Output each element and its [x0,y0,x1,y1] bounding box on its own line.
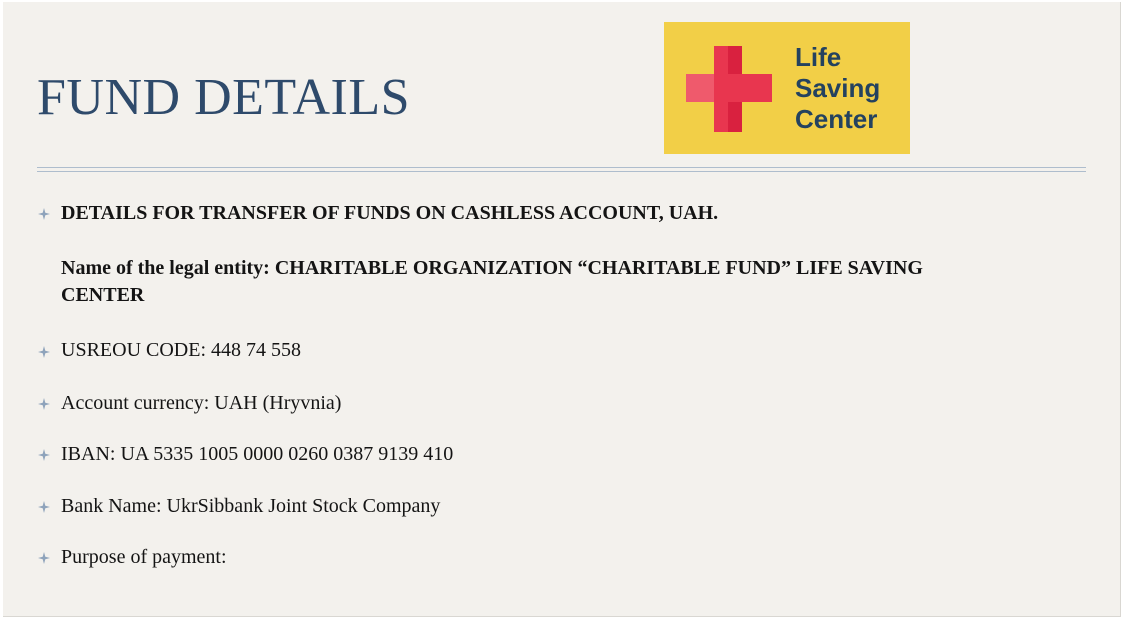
bullet-icon [38,501,50,513]
legal-entity-name-line2: CENTER [61,284,145,306]
bullet-icon [38,552,50,564]
bullet-icon [38,398,50,410]
slide [3,2,1121,617]
usreou-code: USREOU CODE: 448 74 558 [61,339,302,361]
account-currency: Account currency: UAH (Hryvnia) [61,392,342,414]
fund-details-list [3,2,1120,616]
legal-entity-name-line1: Name of the legal entity: CHARITABLE ORGANIZATION “CHARITABLE FUND” LIFE SAVING [61,257,923,279]
bullet-icon [38,346,50,358]
bullet-icon [38,449,50,461]
logo-line-saving: Saving [795,73,881,103]
bank-name: Bank Name: UkrSibbank Joint Stock Company [61,495,441,517]
purpose-of-payment: Purpose of payment: [61,546,227,568]
transfer-details-heading: DETAILS FOR TRANSFER OF FUNDS ON CASHLESS ACCOUNT, UAH. [61,202,719,224]
logo-line-center: Center [795,104,878,134]
iban: IBAN: UA 5335 1005 0000 0260 0387 9139 410 [61,443,454,465]
page-title: FUND DETAILS [37,69,411,126]
logo-line-life: Life [795,42,842,72]
bullet-icon [38,208,50,220]
